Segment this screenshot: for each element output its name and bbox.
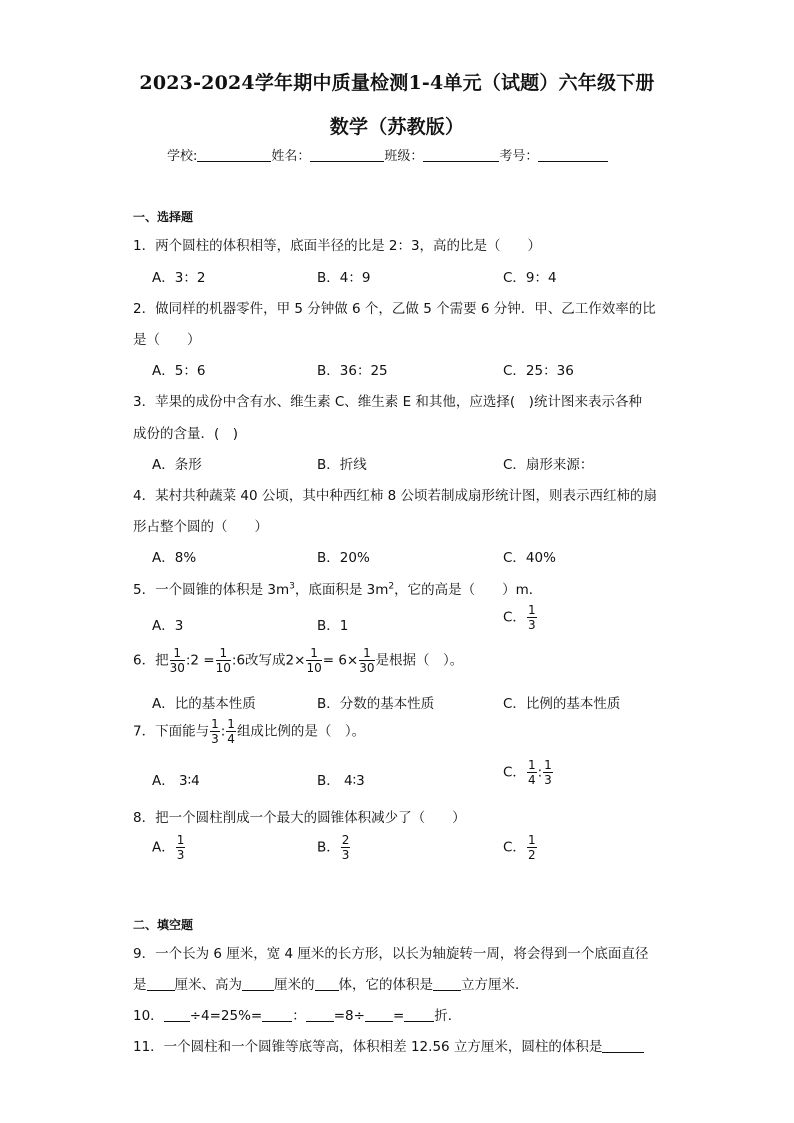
q6-fraction-1: [170, 647, 185, 674]
q6-suffix: 是根据（ ）。: [375, 652, 464, 669]
fraction-numerator: 1: [227, 717, 235, 731]
question-4-line1: 4．某村共种蔬菜 40 公顷，其中种西红柿 8 公顷若制成扇形统计图，则表示西红柿的扇: [133, 488, 658, 504]
q2-option-c[interactable]: C．25：36: [503, 363, 574, 379]
q8-option-a-fraction: [176, 834, 186, 861]
fraction-numerator: 1: [544, 758, 552, 772]
q8-option-c-fraction: [527, 834, 537, 861]
question-2-line1: 2．做同样的机器零件，甲 5 分钟做 6 个，乙做 5 个需要 6 分钟．甲、乙工作效率的比: [133, 301, 656, 317]
name-blank[interactable]: [310, 147, 384, 162]
q7-option-a[interactable]: A． 3∶4: [152, 773, 200, 789]
fraction-denominator: 3: [176, 848, 185, 862]
question-3-line1: 3．苹果的成份中含有水、维生素 C、维生素 E 和其他，应选择( )统计图来表示各种: [133, 394, 642, 410]
q8-option-a[interactable]: [152, 834, 186, 861]
section-fill-heading: 二、填空题: [133, 918, 194, 932]
q7-option-c[interactable]: [503, 759, 554, 786]
q3-option-a[interactable]: A．条形: [152, 457, 202, 473]
answer-blank[interactable]: [242, 977, 274, 991]
q7-option-c-colon: :: [537, 764, 543, 781]
question-9-line2: [133, 973, 529, 993]
q7-fraction-2: [226, 718, 236, 745]
section-choice-heading: 一、选择题: [133, 210, 194, 224]
name-label: 姓名：: [271, 149, 311, 164]
answer-blank[interactable]: [262, 1008, 292, 1022]
q11-text: 11．一个圆柱和一个圆锥等底等高，体积相差 12.56 立方厘米，圆柱的体积是: [133, 1039, 603, 1055]
answer-blank[interactable]: [602, 1039, 644, 1053]
q7-option-c-fraction-2: [543, 759, 553, 786]
q6-prefix: 6．把: [133, 652, 169, 669]
q5-option-c-fraction: [527, 604, 537, 631]
fraction-denominator: 3: [341, 848, 350, 862]
fraction-numerator: 1: [527, 603, 536, 617]
class-blank[interactable]: [423, 147, 499, 162]
fraction-numerator: 2: [341, 833, 350, 847]
q9-text-4: 体，它的体积是: [338, 977, 433, 993]
q9-text-2: 厘米、高为: [174, 977, 242, 993]
answer-blank[interactable]: [433, 977, 461, 991]
fraction-denominator: 3: [527, 618, 536, 632]
fraction-numerator: 1: [211, 717, 219, 731]
q6-text-1: :2 =: [185, 652, 215, 669]
q2-option-b[interactable]: B．36：25: [317, 363, 388, 379]
q8-option-c-label: C．: [503, 839, 526, 856]
q7-colon: :: [220, 723, 226, 740]
q7-option-b[interactable]: B． 4∶3: [317, 773, 365, 789]
q5-sup-square: 2: [388, 581, 395, 592]
page-title: 2023-2024学年期中质量检测1-4单元（试题）六年级下册: [139, 72, 655, 94]
student-info-line: [167, 145, 608, 164]
class-label: 班级：: [384, 149, 424, 164]
q7-option-c-label: C．: [503, 764, 526, 781]
q3-option-c[interactable]: C．扇形来源：: [503, 457, 594, 473]
q8-option-b-label: B．: [317, 839, 340, 856]
q7-prefix: 7．下面能与: [133, 723, 210, 740]
exam-no-blank[interactable]: [538, 147, 608, 162]
q9-text-1: 是: [133, 977, 147, 993]
q10-text-0: 10．: [133, 1008, 164, 1024]
fraction-denominator: 10: [215, 661, 231, 675]
q3-option-b[interactable]: B．折线: [317, 457, 367, 473]
q6-option-b[interactable]: B．分数的基本性质: [317, 696, 435, 712]
fraction-denominator: 10: [306, 661, 322, 675]
school-label: 学校:: [167, 149, 198, 164]
answer-blank[interactable]: [164, 1008, 190, 1022]
question-3-line2: 成份的含量．( ): [133, 426, 239, 442]
fraction-numerator: 1: [170, 647, 185, 661]
fraction-denominator: 3: [211, 732, 219, 746]
question-11: [133, 1035, 644, 1055]
q4-option-a[interactable]: A．8%: [152, 550, 197, 566]
fraction-numerator: 1: [176, 833, 185, 847]
q1-option-b[interactable]: B．4：9: [317, 270, 371, 286]
q8-option-c[interactable]: [503, 834, 538, 861]
q10-text-1: ÷4=25%=: [189, 1008, 263, 1024]
q10-text-5: 折．: [434, 1008, 462, 1024]
fraction-numerator: 1: [306, 647, 321, 661]
fraction-denominator: 3: [544, 773, 552, 787]
q1-option-c[interactable]: C．9：4: [503, 270, 557, 286]
question-1: 1．两个圆柱的体积相等，底面半径的比是 2：3，高的比是（ ）: [133, 238, 542, 254]
q6-fraction-4: [359, 647, 374, 674]
q4-option-c[interactable]: C．40%: [503, 550, 556, 566]
q5-option-c-label: C．: [503, 609, 526, 626]
q9-text-5: 立方厘米．: [461, 977, 529, 993]
question-10: [133, 1004, 461, 1024]
q9-text-3: 厘米的: [274, 977, 315, 993]
q10-text-3: =8÷: [333, 1008, 365, 1024]
fraction-denominator: 30: [359, 661, 375, 675]
q4-option-b[interactable]: B．20%: [317, 550, 370, 566]
question-5: [133, 578, 542, 598]
question-6: [133, 647, 463, 674]
q7-option-c-fraction-1: [527, 759, 537, 786]
q6-option-c[interactable]: C．比例的基本性质: [503, 696, 621, 712]
q5-sup-cubic: 3: [289, 581, 295, 592]
q5-text-post: ，它的高是（ ）m．: [394, 582, 543, 598]
q5-text-pre: 5．一个圆锥的体积是 3m: [133, 582, 290, 598]
answer-blank[interactable]: [315, 977, 339, 991]
q8-option-b-fraction: [341, 834, 351, 861]
q1-option-a[interactable]: A．3：2: [152, 270, 206, 286]
q7-fraction-1: [210, 718, 220, 745]
q7-suffix: 组成比例的是（ ）。: [236, 723, 366, 740]
answer-blank[interactable]: [306, 1008, 334, 1022]
question-4-line2: 形占整个圆的（ ）: [133, 519, 268, 535]
q6-text-2: :6改写成2×: [231, 652, 306, 669]
fraction-numerator: 1: [527, 758, 536, 772]
question-2-line2: 是（ ）: [133, 332, 201, 348]
answer-blank[interactable]: [404, 1008, 434, 1022]
fraction-denominator: 4: [527, 773, 536, 787]
q5-option-a[interactable]: A．3: [152, 618, 184, 634]
q8-option-b[interactable]: [317, 834, 351, 861]
question-8: 8．把一个圆柱削成一个最大的圆锥体积减少了（ ）: [133, 810, 466, 826]
q8-option-a-label: A．: [152, 839, 175, 856]
q5-option-b[interactable]: B．1: [317, 618, 349, 634]
answer-blank[interactable]: [365, 1008, 393, 1022]
q2-option-a[interactable]: A．5：6: [152, 363, 206, 379]
q6-text-3: = 6×: [322, 652, 359, 669]
fraction-numerator: 1: [527, 833, 536, 847]
school-blank[interactable]: [197, 147, 271, 162]
q6-option-a[interactable]: A．比的基本性质: [152, 696, 256, 712]
exam-no-label: 考号：: [499, 149, 539, 164]
fraction-denominator: 2: [527, 848, 536, 862]
q10-text-4: =: [392, 1008, 405, 1024]
q6-fraction-2: [216, 647, 231, 674]
q5-option-c[interactable]: [503, 604, 538, 631]
fraction-denominator: 30: [169, 661, 185, 675]
fraction-numerator: 1: [359, 647, 374, 661]
question-9-line1: 9．一个长为 6 厘米，宽 4 厘米的长方形，以长为轴旋转一周，将会得到一个底面直径: [133, 946, 649, 962]
question-7: [133, 718, 365, 745]
q6-fraction-3: [306, 647, 321, 674]
q10-text-2: ：: [292, 1008, 306, 1024]
q5-text-mid: ，底面积是 3m: [294, 582, 389, 598]
page-subtitle: 数学（苏教版）: [329, 116, 465, 138]
answer-blank[interactable]: [147, 977, 175, 991]
fraction-denominator: 4: [227, 732, 235, 746]
fraction-numerator: 1: [216, 647, 231, 661]
